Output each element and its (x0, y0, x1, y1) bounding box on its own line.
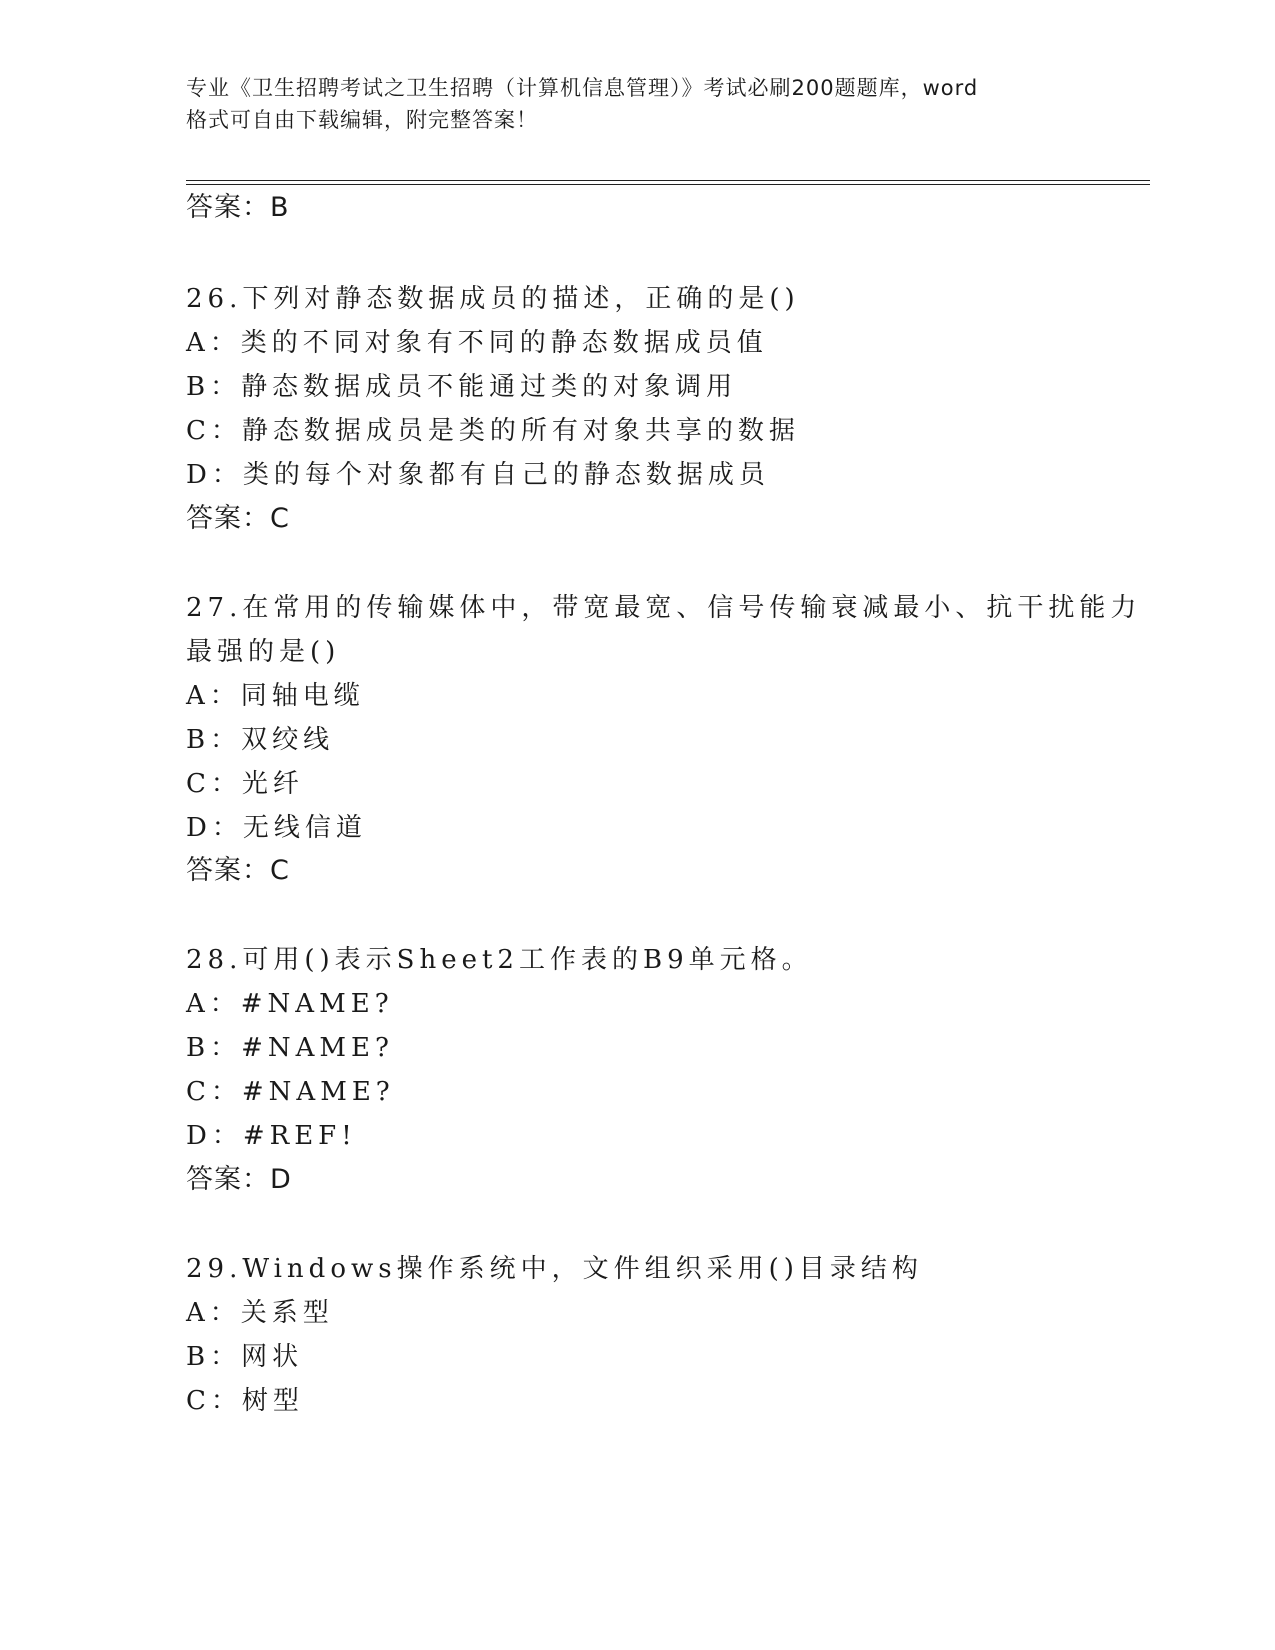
question-28-option-b: B：#NAME? (186, 1033, 394, 1063)
question-26-answer: 答案：C (186, 503, 290, 534)
question-26-stem: 26.下列对静态数据成员的描述，正确的是() (186, 284, 800, 314)
question-29-option-a: A：关系型 (186, 1298, 334, 1328)
question-29-option-b: B：网状 (186, 1342, 304, 1372)
question-28-option-a: A：#NAME? (186, 989, 394, 1019)
question-27-option-d: D：无线信道 (186, 813, 367, 843)
question-27-answer: 答案：C (186, 855, 290, 886)
question-26-option-b: B：静态数据成员不能通过类的对象调用 (186, 372, 738, 402)
header-divider-top (186, 180, 1150, 181)
header-line-1: 专业《卫生招聘考试之卫生招聘（计算机信息管理）》考试必刷200题题库，word (186, 76, 979, 100)
question-28-answer: 答案：D (186, 1164, 292, 1195)
question-27-stem-line-2: 最强的是() (186, 637, 341, 667)
document-header (186, 72, 1086, 136)
question-27-stem-line-1: 27.在常用的传输媒体中，带宽最宽、信号传输衰减最小、抗干扰能力 (186, 593, 1142, 623)
question-29-option-c: C：树型 (186, 1386, 304, 1416)
question-28-option-d: D：#REF! (186, 1121, 357, 1151)
question-27-option-a: A：同轴电缆 (186, 681, 365, 711)
question-26-option-d: D：类的每个对象都有自己的静态数据成员 (186, 460, 770, 490)
question-26-option-c: C：静态数据成员是类的所有对象共享的数据 (186, 416, 800, 446)
question-27-option-b: B：双绞线 (186, 725, 335, 755)
header-divider-bottom (186, 184, 1150, 185)
question-27-option-c: C：光纤 (186, 769, 304, 799)
question-29-stem: 29.Windows操作系统中，文件组织采用()目录结构 (186, 1254, 923, 1284)
header-line-2: 格式可自由下载编辑，附完整答案！ (186, 108, 538, 132)
question-28-stem: 28.可用()表示Sheet2工作表的B9单元格。 (186, 945, 813, 975)
question-28-option-c: C：#NAME? (186, 1077, 395, 1107)
question-26-option-a: A：类的不同对象有不同的静态数据成员值 (186, 328, 768, 358)
answer-previous: 答案：B (186, 192, 290, 223)
